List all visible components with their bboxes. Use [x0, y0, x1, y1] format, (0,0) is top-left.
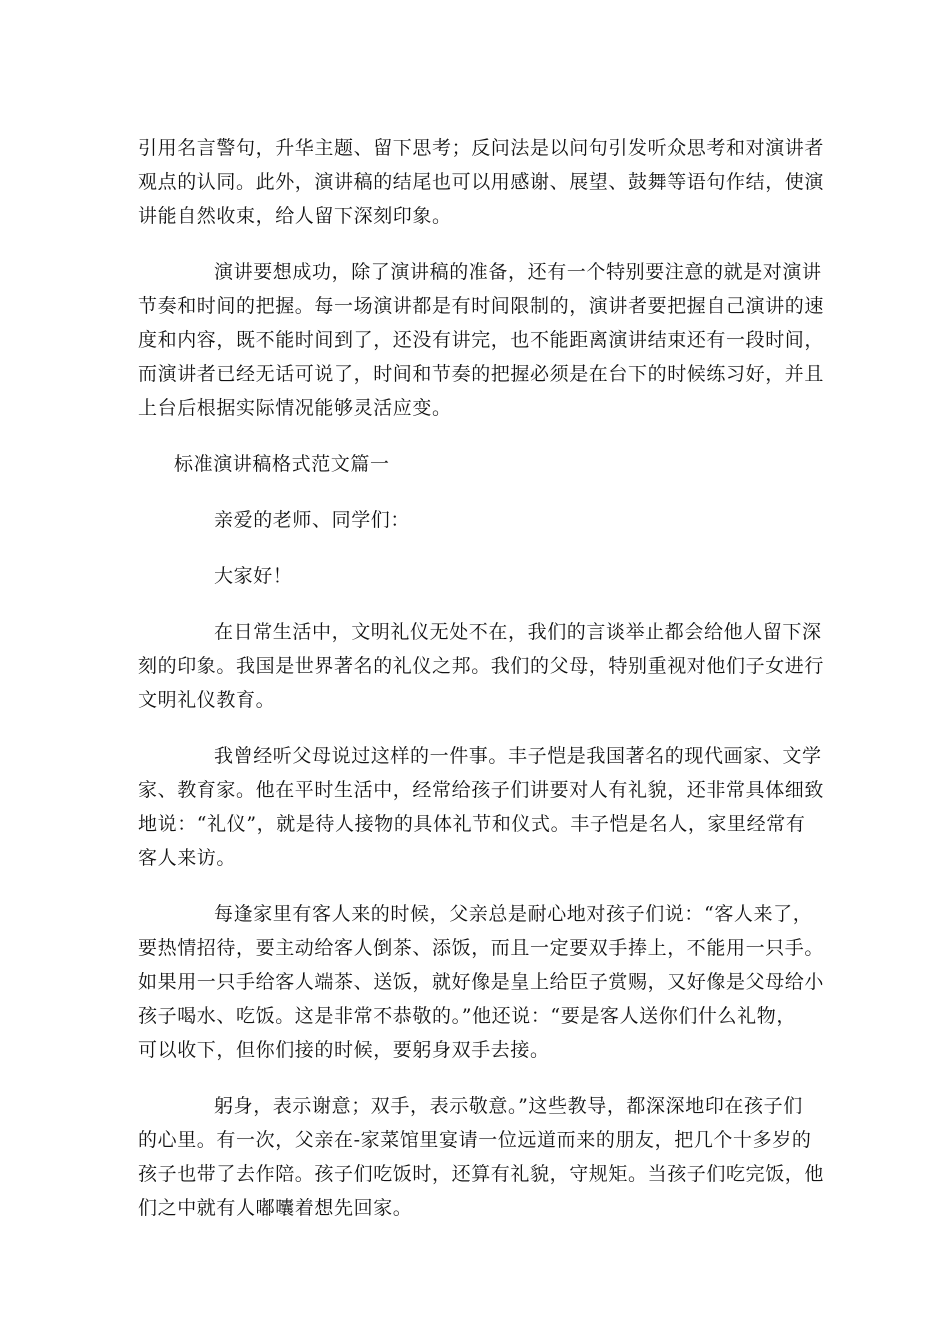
section-title: 标准演讲稿格式范文篇一	[174, 453, 390, 475]
speech-paragraph-restaurant	[138, 1089, 825, 1225]
text-line: 亲爱的老师、同学们：	[214, 509, 411, 531]
text-line: 的心里。有一次，父亲在-家菜馆里宴请一位远道而来的朋友，把几个十多岁的	[138, 1129, 812, 1151]
text-line: 客人来访。	[138, 847, 237, 869]
document-body	[138, 131, 825, 1247]
text-line: 度和内容，既不能时间到了，还没有讲完，也不能距离演讲结束还有一段时间，	[138, 329, 825, 351]
text-line: 而演讲者已经无话可说了，时间和节奏的把握必须是在台下的时候练习好，并且	[138, 363, 825, 385]
text-line: 刻的印象。我国是世界著名的礼仪之邦。我们的父母，特别重视对他们子女进行	[138, 655, 825, 677]
paragraph-rhythm-timing	[138, 255, 825, 425]
text-line: 地说：“礼仪”，就是待人接物的具体礼节和仪式。丰子恺是名人，家里经常有	[138, 813, 806, 835]
text-line: 演讲要想成功，除了演讲稿的准备，还有一个特别要注意的就是对演讲	[214, 261, 822, 283]
text-line: 要热情招待，要主动给客人倒茶、添饭，而且一定要双手捧上，不能用一只手。	[138, 937, 825, 959]
paragraph-rhetoric-ending	[138, 131, 825, 233]
text-line: 家、教育家。他在平时生活中，经常给孩子们讲要对人有礼貌，还非常具体细致	[138, 779, 825, 801]
text-line: 如果用一只手给客人端茶、送饭，就好像是皇上给臣子赏赐，又好像是父母给小	[138, 971, 825, 993]
speech-paragraph-guests	[138, 897, 825, 1067]
text-line: 孩子也带了去作陪。孩子们吃饭时，还算有礼貌，守规矩。当孩子们吃完饭，他	[138, 1163, 825, 1185]
text-line: 观点的认同。此外，演讲稿的结尾也可以用感谢、展望、鼓舞等语句作结，使演	[138, 171, 825, 193]
text-line: 大家好！	[214, 565, 293, 587]
text-line: 在日常生活中，文明礼仪无处不在，我们的言谈举止都会给他人留下深	[214, 621, 822, 643]
text-line: 每逢家里有客人来的时候，父亲总是耐心地对孩子们说：“客人来了，	[214, 903, 813, 925]
text-line: 引用名言警句，升华主题、留下思考；反问法是以问句引发听众思考和对演讲者	[138, 137, 825, 159]
text-line: 文明礼仪教育。	[138, 689, 276, 711]
text-line: 躬身，表示谢意；双手，表示敬意。”这些教导，都深深地印在孩子们	[214, 1095, 803, 1117]
text-line: 讲能自然收束，给人留下深刻印象。	[138, 205, 452, 227]
speech-greeting	[138, 559, 812, 593]
text-line: 我曾经听父母说过这样的一件事。丰子恺是我国著名的现代画家、文学	[214, 745, 822, 767]
text-line: 们之中就有人嘟囔着想先回家。	[138, 1197, 413, 1219]
speech-salutation	[138, 503, 812, 537]
text-line: 孩子喝水、吃饭。这是非常不恭敬的。”他还说：“要是客人送你们什么礼物，	[138, 1005, 796, 1027]
speech-paragraph-feng-zikai	[138, 739, 825, 875]
text-line: 上台后根据实际情况能够灵活应变。	[138, 397, 452, 419]
speech-paragraph-etiquette	[138, 615, 825, 717]
text-line: 可以收下，但你们接的时候，要躬身双手去接。	[138, 1039, 550, 1061]
text-line: 节奏和时间的把握。每一场演讲都是有时间限制的，演讲者要把握自己演讲的速	[138, 295, 825, 317]
